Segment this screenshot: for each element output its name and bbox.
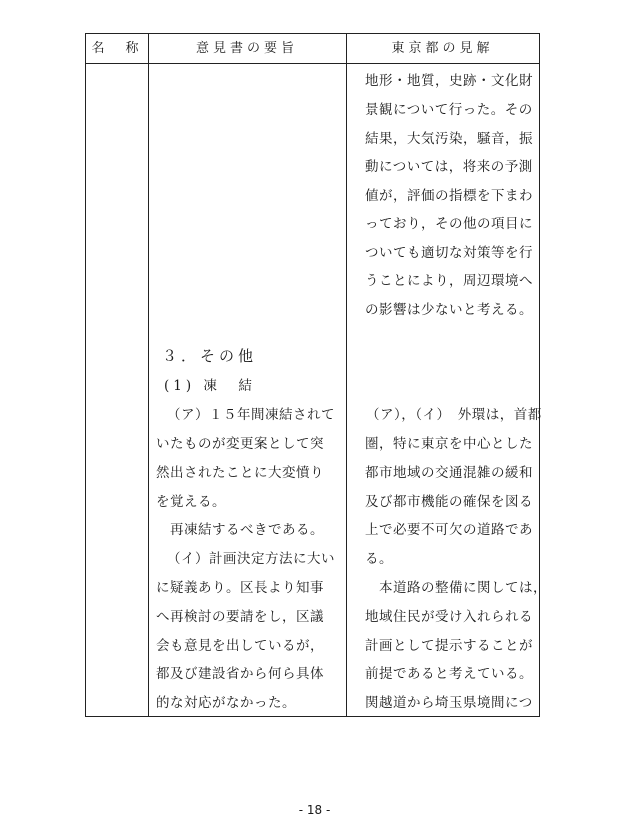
- middle-line: 会も意見を出しているが，: [156, 638, 324, 654]
- right-top-line: の影響は少ないと考える。: [365, 302, 533, 318]
- right-top-line: 景観について行った。その: [365, 102, 533, 118]
- middle-line: を覚える。: [156, 494, 226, 510]
- middle-line: （イ）計画決定方法に大い: [167, 551, 335, 567]
- middle-line: に疑義あり。区長より知事: [156, 580, 324, 596]
- header-tokyo-view: 東京都の見解: [391, 41, 494, 56]
- right-bottom-line: （ア），（イ） 外環は，首都: [366, 407, 542, 423]
- middle-line: へ再検討の要請をし，区議: [156, 609, 324, 625]
- header-opinion-summary: 意見書の要旨: [195, 41, 298, 56]
- right-bottom-line: 及び都市機能の確保を図る: [365, 494, 533, 510]
- right-top-line: うことにより，周辺環境へ: [365, 273, 533, 289]
- right-top-line: 地形・地質，史跡・文化財: [365, 73, 533, 89]
- column-divider-1: [148, 34, 149, 716]
- right-bottom-line: 本道路の整備に関しては，: [365, 580, 547, 596]
- right-bottom-line: 関越道から埼玉県境間につ: [365, 695, 533, 711]
- header-divider: [86, 63, 539, 64]
- right-bottom-line: 都市地域の交通混雑の緩和: [365, 465, 533, 481]
- middle-line: 再凍結するべきである。: [156, 522, 324, 538]
- column-divider-2: [346, 34, 347, 716]
- middle-line: 的な対応がなかった。: [156, 695, 296, 711]
- right-bottom-line: 地域住民が受け入れられる: [365, 609, 533, 625]
- right-top-line: ついても適切な対策等を行: [365, 245, 533, 261]
- right-bottom-line: 計画として提示することが: [365, 638, 533, 654]
- middle-line: いたものが変更案として突: [156, 436, 324, 452]
- right-bottom-line: 前提であると考えている。: [365, 666, 533, 682]
- right-top-line: 結果，大気汚染，騒音，振: [365, 131, 533, 147]
- right-bottom-line: 上で必要不可欠の道路であ: [365, 522, 533, 538]
- right-top-line: 動については，将来の予測: [365, 159, 533, 175]
- page-number: - 18 -: [298, 803, 331, 817]
- middle-line: （ア）１５年間凍結されて: [167, 407, 335, 423]
- right-bottom-line: る。: [365, 551, 393, 567]
- section-subtitle: (1) 凍 結: [164, 378, 256, 394]
- middle-line: 都及び建設省から何ら具体: [156, 666, 324, 682]
- section-title: ３．その他: [162, 347, 258, 365]
- right-top-line: 値が，評価の指標を下まわ: [365, 188, 533, 204]
- opinion-table: [85, 33, 547, 717]
- right-top-line: っており，その他の項目に: [365, 216, 533, 232]
- middle-line: 然出されたことに大変憤り: [156, 465, 324, 481]
- header-name: 名 称: [91, 41, 143, 56]
- right-bottom-line: 圏，特に東京を中心とした: [365, 436, 533, 452]
